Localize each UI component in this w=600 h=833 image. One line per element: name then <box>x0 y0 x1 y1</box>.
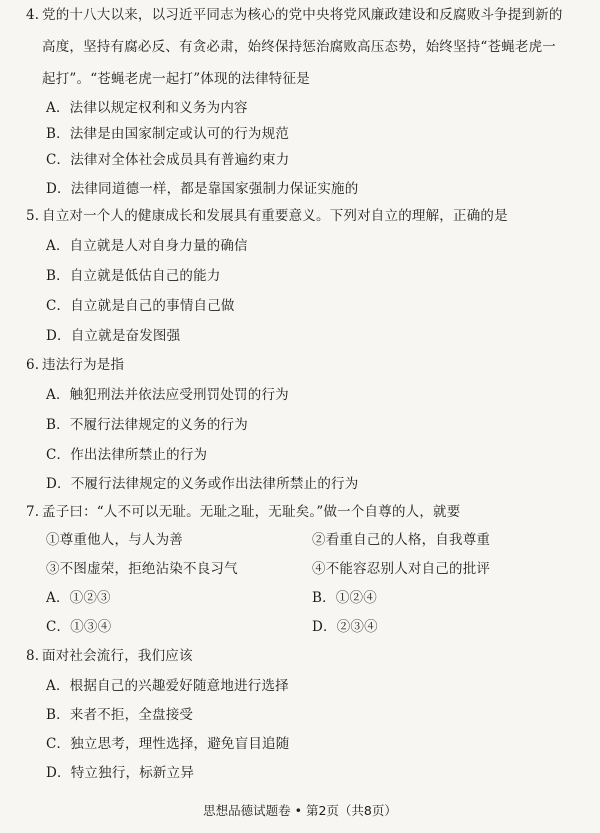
question-4-option-b: B．法律是由国家制定或认可的行为规范 <box>46 126 290 142</box>
question-4-number: 4. <box>26 7 40 23</box>
question-4-stem-line-2: 高度，坚持有腐必反、有贪必肃，始终保持惩治腐败高压态势，始终坚持“苍蝇老虎一 <box>42 39 557 55</box>
question-6-option-b: B．不履行法律规定的义务的行为 <box>46 417 248 433</box>
question-7-option-d: D．②③④ <box>312 619 378 635</box>
question-7-option-b: B．①②④ <box>312 590 377 606</box>
question-4-option-c: C．法律对全体社会成员具有普遍约束力 <box>46 152 290 168</box>
question-8-option-a: A．根据自己的兴趣爱好随意地进行选择 <box>46 678 289 694</box>
question-6-option-d: D．不履行法律规定的义务或作出法律所禁止的行为 <box>46 476 359 492</box>
question-7-statement-2: ②看重自己的人格，自我尊重 <box>312 532 491 548</box>
question-7-number: 7. <box>26 504 40 520</box>
question-8-option-b: B．来者不拒，全盘接受 <box>46 707 194 723</box>
question-5-option-d: D．自立就是奋发图强 <box>46 328 181 344</box>
question-8-stem-line-1: 面对社会流行，我们应该 <box>42 648 193 664</box>
question-8-option-c: C．独立思考，理性选择，避免盲目追随 <box>46 736 290 752</box>
question-7-option-c: C．①③④ <box>46 619 112 635</box>
question-7-option-a: A．①②③ <box>46 590 111 606</box>
question-4-option-a: A．法律以规定权利和义务为内容 <box>46 100 248 116</box>
question-7-stem-line-1: 孟子曰：“人不可以无耻。无耻之耻，无耻矣。”做一个自尊的人，就要 <box>42 504 461 520</box>
question-6-option-a: A．触犯刑法并依法应受刑罚处罚的行为 <box>46 387 289 403</box>
question-5-number: 5. <box>26 208 40 224</box>
question-4-option-d: D．法律同道德一样，都是靠国家强制力保证实施的 <box>46 181 359 197</box>
question-5-option-c: C．自立就是自己的事情自己做 <box>46 298 235 314</box>
question-6-stem-line-1: 违法行为是指 <box>42 357 125 373</box>
question-4-stem-line-1: 党的十八大以来，以习近平同志为核心的党中央将党风廉政建设和反腐败斗争提到新的 <box>42 7 563 23</box>
question-5-stem-line-1: 自立对一个人的健康成长和发展具有重要意义。下列对自立的理解，正确的是 <box>42 208 508 224</box>
question-5-option-b: B．自立就是低估自己的能力 <box>46 268 221 284</box>
question-5-option-a: A．自立就是人对自身力量的确信 <box>46 238 248 254</box>
question-4-stem-line-3: 起打”。“苍蝇老虎一起打”体现的法律特征是 <box>42 71 310 87</box>
question-7-statement-3: ③不图虚荣，拒绝沾染不良习气 <box>46 561 238 577</box>
question-7-statement-4: ④不能容忍别人对自己的批评 <box>312 561 491 577</box>
question-6-number: 6. <box>26 357 40 373</box>
question-6-option-c: C．作出法律所禁止的行为 <box>46 447 208 463</box>
question-7-statement-1: ①尊重他人，与人为善 <box>46 532 183 548</box>
question-8-number: 8. <box>26 648 40 664</box>
page-footer: 思想品德试题卷 • 第2页（共8页） <box>203 803 397 818</box>
question-8-option-d: D．特立独行，标新立异 <box>46 765 195 781</box>
